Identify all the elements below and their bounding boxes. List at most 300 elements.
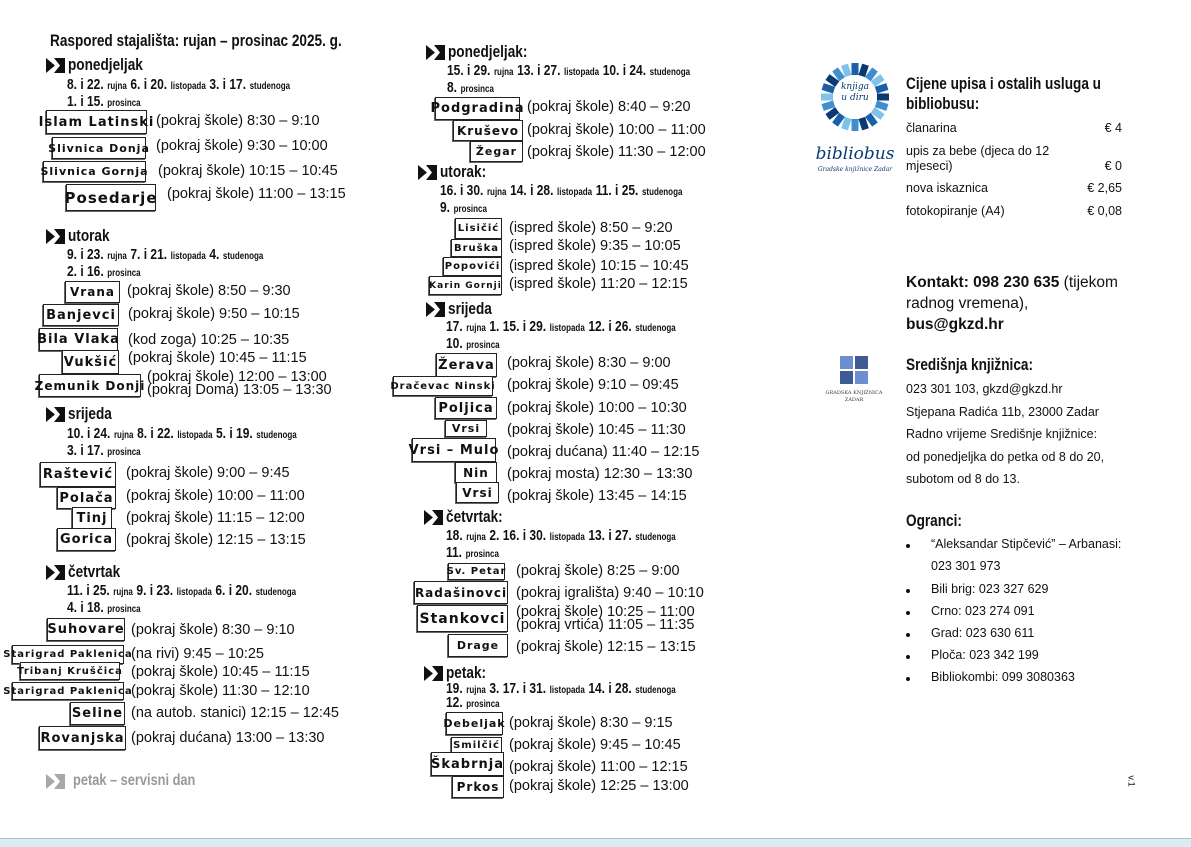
price-value: € 2,65	[1087, 181, 1122, 195]
date-days: 9. i 23.	[67, 246, 104, 263]
price-value: € 0,08	[1087, 204, 1122, 218]
date-month: prosinca	[107, 604, 141, 615]
stop-name-box: Vrsi – Mulo	[412, 438, 496, 462]
date-line	[447, 64, 751, 80]
stop-time-line: (pokraj škole) 10:00 – 10:30	[507, 400, 687, 416]
stop-time-line: (pokraj škole) 13:45 – 14:15	[507, 488, 687, 504]
stop-location-time	[126, 487, 305, 505]
gkzd-logo-text	[815, 390, 893, 404]
service-day-note	[73, 772, 226, 790]
stop-time-line: (ispred škole) 9:35 – 10:05	[509, 238, 681, 254]
stop-location-time	[509, 237, 681, 255]
date-month: studenoga	[635, 323, 676, 334]
date-line	[67, 248, 312, 264]
date-month: rujna	[466, 532, 486, 543]
day-heading	[448, 300, 503, 318]
stop-name-box: Seline	[70, 702, 125, 725]
stop-location-time	[509, 219, 673, 237]
date-days: 16. i 30.	[440, 182, 484, 199]
date-line	[447, 81, 506, 97]
date-days: 1. 15. i 29.	[489, 318, 547, 335]
date-line-text	[67, 265, 141, 281]
stop-location-time	[128, 349, 307, 367]
date-days: 19.	[446, 680, 463, 697]
logo-text-u-diru: u diru	[841, 93, 869, 103]
price-row	[906, 181, 1122, 196]
stop-location-time	[126, 464, 290, 482]
page-title	[50, 31, 415, 51]
stop-name-box: Zemunik Donji	[39, 374, 141, 397]
stop-name-box: Bila Vlaka	[39, 328, 118, 351]
date-line-text	[447, 81, 494, 97]
date-line	[67, 584, 353, 600]
date-month: prosinca	[460, 84, 494, 95]
version-label: v.1	[1126, 775, 1137, 787]
branches-title	[906, 511, 976, 531]
day-arrow-icon	[46, 565, 66, 580]
stop-name-box: Dračevac Ninski	[393, 376, 493, 396]
stop-time-line: (ispred škole) 10:15 – 10:45	[509, 258, 689, 274]
date-month: listopada	[549, 323, 585, 334]
day-heading-text: utorak:	[440, 162, 487, 181]
stop-time-line: (pokraj škole) 12:25 – 13:00	[509, 778, 689, 794]
stop-location-time	[527, 98, 691, 116]
day-heading	[68, 56, 162, 74]
date-days: 10. i 24.	[67, 425, 111, 442]
date-days: 3. i 17.	[67, 442, 104, 459]
stop-time-line: (pokraj škole) 8:25 – 9:00	[516, 563, 680, 579]
stop-time-line: (pokraj škole) 8:30 – 9:15	[509, 715, 673, 731]
stop-time-line: (pokraj škole) 9:30 – 10:00	[156, 138, 328, 154]
price-row	[906, 144, 1122, 174]
service-day-text: petak – servisni dan	[73, 772, 196, 789]
date-month: rujna	[113, 587, 133, 598]
stop-time-line: (pokraj škole) 11:30 – 12:00	[527, 144, 706, 160]
prices-title-line: Cijene upisa i ostalih usluga u	[906, 74, 1101, 93]
date-month: studenoga	[635, 685, 676, 696]
stop-name-box: Islam Latinski	[46, 110, 147, 134]
stop-time-line: (pokraj škole) 10:15 – 10:45	[158, 163, 338, 179]
date-month: studenoga	[635, 532, 676, 543]
logo-text-knjiga: knjiga	[840, 82, 870, 92]
stop-name-box: Posedarje	[66, 184, 156, 211]
stop-location-time	[516, 562, 680, 580]
stop-location-time	[507, 443, 699, 461]
stop-location-time	[516, 606, 695, 632]
bibliobus-logo-name: bibliobus	[815, 144, 895, 164]
contact-email[interactable]: bus@gkzd.hr	[906, 316, 1004, 333]
date-days: 3. i 17.	[209, 76, 247, 93]
stop-time-line: (pokraj škole) 12:15 – 13:15	[516, 639, 696, 655]
stop-name-box: Debeljak	[446, 712, 503, 735]
branch-text: Crno: 023 274 091	[931, 604, 1035, 618]
day-arrow-icon	[424, 510, 444, 525]
date-line	[67, 265, 159, 281]
date-line-text	[67, 584, 296, 600]
day-heading	[68, 227, 120, 245]
stop-location-time	[507, 421, 686, 439]
stop-time-line: (na autob. stanici) 12:15 – 12:45	[131, 705, 339, 721]
date-line	[440, 184, 743, 200]
stop-name-box: Stankovci	[417, 605, 508, 632]
date-days: 11.	[446, 544, 463, 561]
stop-time-line: (pokraj škole) 10:45 – 11:15	[131, 664, 310, 680]
date-line-text	[446, 337, 500, 353]
date-days: 7. i 21.	[130, 246, 168, 263]
stop-location-time	[131, 621, 295, 639]
stop-location-time	[131, 682, 310, 700]
day-arrow-icon	[46, 58, 66, 73]
stop-name-box: Slivnica Gornja	[43, 161, 146, 182]
date-days: 18.	[446, 527, 463, 544]
stop-location-time	[156, 137, 328, 155]
date-line-text	[446, 696, 500, 712]
day-arrow-icon	[46, 229, 66, 244]
day-heading-text: ponedjeljak:	[448, 42, 528, 61]
date-month: listopada	[170, 81, 206, 92]
central-hours-saturday: subotom od 8 do 13.	[906, 472, 1020, 486]
day-arrow-icon	[426, 45, 446, 60]
date-days: 2. 16. i 30.	[489, 527, 547, 544]
stop-location-time	[158, 162, 338, 180]
date-month: rujna	[466, 323, 486, 334]
bottom-bar	[0, 838, 1191, 847]
page-title-text: Raspored stajališta: rujan – prosinac 2025. g.	[50, 31, 342, 50]
stop-location-time	[131, 729, 324, 747]
stop-time-line: (pokraj škole) 9:50 – 10:15	[128, 306, 300, 322]
date-days: 8.	[447, 79, 458, 96]
date-month: studenoga	[256, 430, 297, 441]
stop-time-line: (pokraj dućana) 11:40 – 12:15	[507, 444, 700, 460]
date-month: studenoga	[641, 187, 683, 198]
date-line-text	[446, 320, 676, 336]
stop-location-time	[131, 645, 264, 663]
contact-phone: Kontakt: 098 230 635	[906, 274, 1060, 291]
date-month: rujna	[486, 187, 507, 198]
stop-name-box: Smilčić	[451, 737, 502, 754]
central-hours-weekdays: od ponedjeljka do petka od 8 do 20,	[906, 449, 1105, 464]
stop-location-time	[507, 354, 671, 372]
stop-name-box: Radašinovci	[414, 581, 508, 604]
date-month: rujna	[493, 67, 514, 78]
day-heading-text: utorak	[68, 226, 110, 245]
day-heading-text: srijeda	[448, 299, 492, 318]
stop-time-line: (pokraj škole) 11:30 – 12:10	[131, 683, 310, 699]
date-month: prosinca	[466, 340, 500, 351]
stop-location-time	[509, 736, 681, 754]
branch-text: “Aleksandar Stipčević” – Arbanasi:	[931, 537, 1122, 551]
date-month: listopada	[177, 430, 213, 441]
stop-location-time	[147, 371, 332, 397]
stop-name-box: Tribanj Kruščica	[20, 662, 120, 680]
branch-text: Bili brig: 023 327 629	[931, 582, 1049, 596]
date-line	[446, 696, 513, 712]
date-days: 13. i 27.	[517, 62, 561, 79]
stop-time-line: (pokraj dućana) 13:00 – 13:30	[131, 730, 325, 746]
date-month: studenoga	[649, 67, 691, 78]
date-days: 10.	[446, 335, 463, 352]
stop-name-box: Lisičić	[455, 218, 502, 239]
day-heading-text: ponedjeljak	[68, 55, 143, 74]
stop-name-box: Poljica	[435, 397, 497, 419]
date-days: 14. i 28.	[510, 182, 554, 199]
date-days: 4.	[209, 246, 220, 263]
stop-name-box: Vrana	[65, 281, 120, 303]
day-arrow-icon	[426, 302, 446, 317]
stop-time-line: (pokraj škole) 8:40 – 9:20	[527, 99, 691, 115]
stop-name-box: Vrsi	[445, 420, 487, 437]
stop-name-box: Rovanjska	[39, 726, 126, 750]
date-line	[67, 95, 159, 111]
day-arrow-icon	[424, 666, 444, 681]
stop-time-line: (pokraj škole) 10:45 – 11:30	[507, 422, 686, 438]
day-arrow-icon	[418, 165, 438, 180]
prices-title	[906, 74, 1150, 114]
stop-location-time	[507, 487, 687, 505]
stop-location-time	[507, 465, 692, 483]
stop-time-line: (pokraj škole) 8:30 – 9:10	[156, 113, 320, 129]
stop-time-line: (pokraj škole) 10:45 – 11:15	[128, 350, 307, 366]
branch-text: Grad: 023 630 611	[931, 626, 1035, 640]
stop-location-time	[126, 531, 306, 549]
date-days: 10. i 24.	[602, 62, 647, 79]
central-hours-label: Radno vrijeme Središnje knjižnice:	[906, 427, 1098, 441]
stop-name-box: Tinj	[72, 507, 112, 530]
date-line-text	[67, 95, 141, 111]
date-days: 5. i 19.	[216, 425, 253, 442]
date-line	[67, 601, 159, 617]
date-days: 15. i 29.	[447, 62, 491, 79]
day-heading-text: četvrtak:	[446, 507, 503, 526]
date-month: listopada	[557, 187, 593, 198]
stop-name-box: Žerava	[436, 353, 497, 377]
date-days: 11. i 25.	[67, 582, 110, 599]
date-line-text	[67, 444, 141, 460]
stop-time-line: (pokraj škole) 8:50 – 9:30	[127, 283, 291, 299]
stop-location-time	[527, 143, 706, 161]
stop-location-time	[509, 275, 688, 293]
stop-time-line: (pokraj škole) 9:00 – 9:45	[126, 465, 290, 481]
price-value: € 0	[1104, 159, 1122, 173]
stop-location-time	[509, 777, 689, 795]
stop-time-line: (pokraj mosta) 12:30 – 13:30	[507, 466, 693, 482]
date-days: 6. i 20.	[130, 76, 168, 93]
stop-location-time	[509, 257, 689, 275]
price-label: fotokopiranje (A4)	[906, 204, 1005, 218]
stop-time-line: (pokraj vrtića) 11:05 – 11:35	[516, 617, 695, 633]
date-line	[67, 444, 159, 460]
date-line	[67, 78, 346, 94]
date-month: prosinca	[107, 447, 141, 458]
date-month: listopada	[176, 587, 212, 598]
stop-location-time	[507, 399, 687, 417]
date-line-text	[440, 201, 487, 217]
date-line-text	[67, 427, 297, 443]
stop-time-line: (ispred škole) 8:50 – 9:20	[509, 220, 673, 236]
stop-name-box: Vrsi	[456, 482, 499, 503]
date-days: 13. i 27.	[588, 527, 632, 544]
stop-location-time	[509, 758, 688, 776]
stop-location-time	[127, 282, 291, 300]
stop-time-line: (pokraj škole) 8:30 – 9:00	[507, 355, 671, 371]
price-label: članarina	[906, 121, 957, 135]
day-heading	[446, 508, 517, 526]
stop-name-box: Kruševo	[453, 120, 523, 141]
stop-location-time	[126, 509, 305, 527]
date-days: 3. 17. i 31.	[489, 680, 547, 697]
stop-name-box: Žegar	[470, 141, 523, 162]
date-days: 8. i 22.	[67, 76, 104, 93]
stop-location-time	[131, 704, 339, 722]
price-value: € 4	[1104, 121, 1122, 135]
stop-name-box: Suhovare	[47, 618, 125, 641]
date-line	[446, 337, 513, 353]
stop-time-line: (pokraj škole) 9:10 – 09:45	[507, 377, 679, 393]
price-label: nova iskaznica	[906, 181, 988, 195]
stop-location-time	[516, 638, 696, 656]
stop-name-box: Banjevci	[43, 304, 119, 326]
stop-location-time	[131, 663, 310, 681]
day-heading-text: četvrtak	[68, 562, 121, 581]
date-days: 11. i 25.	[595, 182, 639, 199]
date-month: prosinca	[453, 204, 487, 215]
stop-name-box: Podgradina	[435, 97, 520, 120]
stop-location-time	[128, 331, 289, 349]
central-library-info	[906, 378, 1104, 491]
date-days: 6. i 20.	[215, 582, 253, 599]
date-month: prosinca	[107, 268, 141, 279]
contact-note: (tijekom radnog vremena),	[906, 274, 1118, 312]
stop-time-line: (pokraj Doma) 13:05 – 13:30	[147, 382, 332, 398]
bibliobus-logo-subtitle: Gradske knjižnice Zadar	[817, 166, 893, 173]
stop-time-line: (kod zoga) 10:25 – 10:35	[128, 332, 290, 348]
prices-title-line: bibliobusu:	[906, 94, 980, 113]
stop-time-line: (na rivi) 9:45 – 10:25	[131, 646, 264, 662]
stop-time-line: (pokraj škole) 9:45 – 10:45	[509, 737, 681, 753]
stop-location-time	[507, 376, 679, 394]
price-row	[906, 204, 1122, 219]
stop-name-box: Slivnica Donja	[52, 137, 146, 159]
stop-time-line: (pokraj škole) 11:00 – 13:15	[167, 186, 346, 202]
date-month: listopada	[549, 532, 585, 543]
date-days: 2. i 16.	[67, 263, 104, 280]
date-month: rujna	[466, 685, 486, 696]
price-label: upis za bebe (djeca do 12 mjeseci)	[906, 144, 1050, 173]
date-line	[67, 427, 354, 443]
date-month: rujna	[113, 430, 134, 441]
date-line-text	[67, 248, 263, 264]
stop-name-box: Gorica	[57, 528, 116, 551]
day-arrow-icon	[46, 407, 66, 422]
stop-name-box: Popovići	[443, 257, 502, 276]
gkzd-logo-line: ZADAR	[844, 397, 864, 403]
central-library-title	[906, 355, 1065, 375]
stop-time-line: (pokraj škole) 11:15 – 12:00	[126, 510, 305, 526]
stop-name-box: Starigrad Paklenica	[12, 682, 124, 700]
price-row	[906, 121, 1122, 136]
stop-time-line: (pokraj škole) 10:25 – 11:00	[516, 604, 695, 620]
date-line-text	[447, 64, 690, 80]
date-days: 17.	[446, 318, 463, 335]
stop-name-box: Prkos	[452, 776, 504, 798]
date-month: listopada	[170, 251, 206, 262]
branch-text: Bibliokombi: 099 3080363	[931, 670, 1075, 684]
date-days: 12.	[446, 694, 463, 711]
date-line	[446, 320, 733, 336]
date-month: studenoga	[222, 251, 264, 262]
date-month: studenoga	[249, 81, 291, 92]
date-line-text	[67, 78, 290, 94]
branches-title-text: Ogranci:	[906, 511, 962, 530]
date-month: listopada	[564, 67, 600, 78]
stop-location-time	[527, 121, 706, 139]
date-days: 14. i 28.	[588, 680, 632, 697]
stop-time-line: (pokraj igrališta) 9:40 – 10:10	[516, 585, 704, 601]
date-line-text	[446, 529, 676, 545]
date-line	[446, 529, 733, 545]
stop-name-box: Karin Gornji	[429, 276, 502, 295]
date-line-text	[440, 184, 682, 200]
date-month: prosinca	[465, 549, 499, 560]
stop-location-time	[156, 112, 320, 130]
stop-time-line: (ispred škole) 11:20 – 12:15	[509, 276, 688, 292]
date-days: 4. i 18.	[67, 599, 104, 616]
stop-name-box: Nin	[455, 462, 497, 483]
stop-name-box: Vukšić	[62, 350, 119, 374]
date-line-text	[67, 601, 141, 617]
date-line	[440, 201, 499, 217]
date-month: rujna	[107, 81, 127, 92]
date-days: 8. i 22.	[137, 425, 174, 442]
date-month: studenoga	[255, 587, 297, 598]
day-heading	[440, 163, 498, 181]
stop-location-time	[167, 185, 346, 203]
stop-time-line: (pokraj škole) 8:30 – 9:10	[131, 622, 295, 638]
day-heading	[68, 563, 133, 581]
stop-location-time	[516, 584, 704, 602]
central-phone-email: 023 301 103, gkzd@gkzd.hr	[906, 382, 1063, 396]
date-line	[446, 546, 512, 562]
branch-text: Ploča: 023 342 199	[931, 648, 1039, 662]
central-title-text: Središnja knjižnica:	[906, 355, 1033, 374]
bibliobus-logo	[820, 62, 890, 132]
stop-name-box: Sv. Petar	[448, 563, 505, 580]
stop-name-box: Starigrad Paklenica	[12, 645, 124, 664]
date-line-text	[446, 546, 499, 562]
day-heading	[448, 43, 547, 61]
day-heading	[68, 405, 123, 423]
branch-text: 023 301 973	[931, 559, 1001, 573]
central-address: Stjepana Radića 11b, 23000 Zadar	[906, 404, 1099, 419]
day-heading-text: petak:	[446, 663, 487, 682]
stop-name-box: Bruška	[451, 239, 502, 257]
stop-time-line: (pokraj škole) 10:00 – 11:00	[527, 122, 706, 138]
stop-location-time	[509, 714, 673, 732]
date-days: 12. i 26.	[588, 318, 632, 335]
date-days: 9.	[440, 199, 451, 216]
stop-time-line: (pokraj škole) 12:15 – 13:15	[126, 532, 306, 548]
date-month: rujna	[107, 251, 127, 262]
date-month: listopada	[549, 685, 585, 696]
day-arrow-icon	[46, 774, 66, 789]
day-heading-text: srijeda	[68, 404, 112, 423]
stop-name-box: Škabrnja	[431, 752, 504, 776]
stop-time-line: (pokraj škole) 12:00 – 13:00	[147, 369, 327, 385]
stop-time-line: (pokraj škole) 11:00 – 12:15	[509, 759, 688, 775]
stop-location-time	[128, 305, 300, 323]
date-days: 9. i 23.	[136, 582, 174, 599]
stop-time-line: (pokraj škole) 10:00 – 11:00	[126, 488, 305, 504]
